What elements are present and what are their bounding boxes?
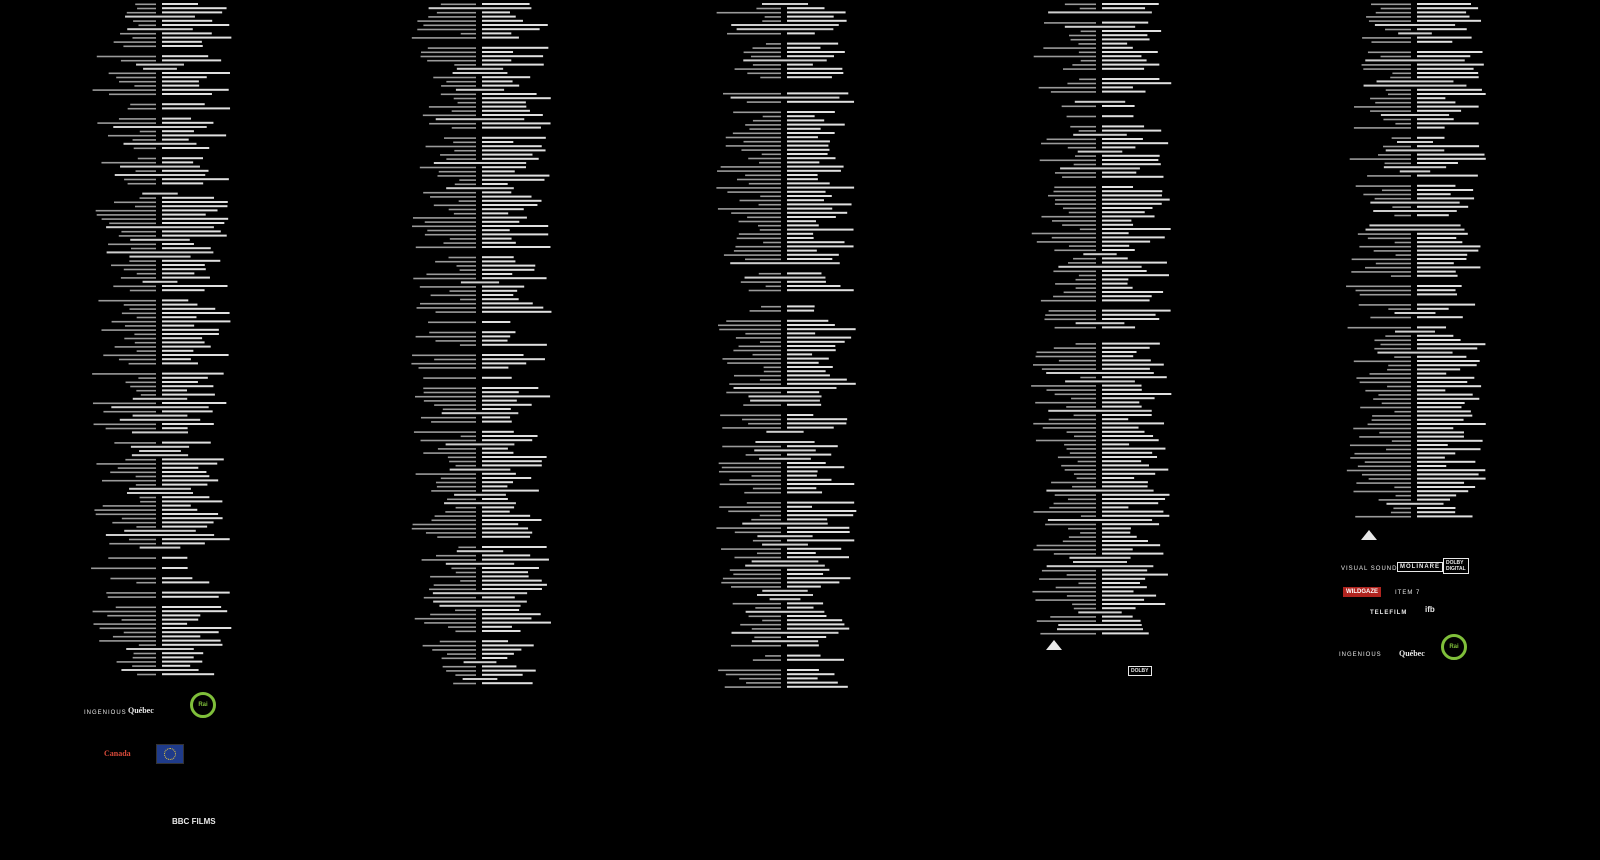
ingenious-logo: INGENIOUS [84, 710, 127, 716]
credits-column-5 [1335, 0, 1495, 690]
visual-sound-logo: VISUAL SOUND [1341, 566, 1398, 572]
credits-column-4 [1020, 0, 1180, 690]
credits-text-block [80, 0, 240, 680]
mountain-logo-icon [1361, 530, 1377, 540]
credits-text-block [1335, 0, 1495, 520]
canada-logo: Canada [104, 749, 131, 758]
quebec-logo: Québec [128, 706, 154, 715]
wildgaze-logo: WILDGAZE [1343, 587, 1381, 597]
dolby-digital-logo: DOLBY DIGITAL [1443, 558, 1469, 574]
item7-logo: ITEM 7 [1395, 590, 1421, 596]
credits-text-block [705, 0, 865, 690]
molinare-logo: MOLINARE [1397, 562, 1443, 572]
ifb-logo: ifb [1425, 605, 1435, 614]
eu-flag-icon [156, 744, 184, 764]
credits-column-3 [705, 0, 865, 690]
rai-logo: Rai [190, 692, 216, 718]
dolby-logo: DOLBY [1128, 666, 1152, 676]
quebec-logo: Québec [1399, 649, 1425, 658]
credits-text-block [400, 0, 560, 690]
telefilm-logo: TELEFILM [1370, 610, 1408, 616]
credits-column-1 [80, 0, 240, 860]
credits-text-block [1020, 0, 1180, 640]
ingenious-logo: INGENIOUS [1339, 652, 1382, 658]
bbc-films-logo: BBC FILMS [172, 817, 216, 826]
credits-column-2 [400, 0, 560, 690]
mountain-logo-icon [1046, 640, 1062, 650]
rai-logo: Rai [1441, 634, 1467, 660]
